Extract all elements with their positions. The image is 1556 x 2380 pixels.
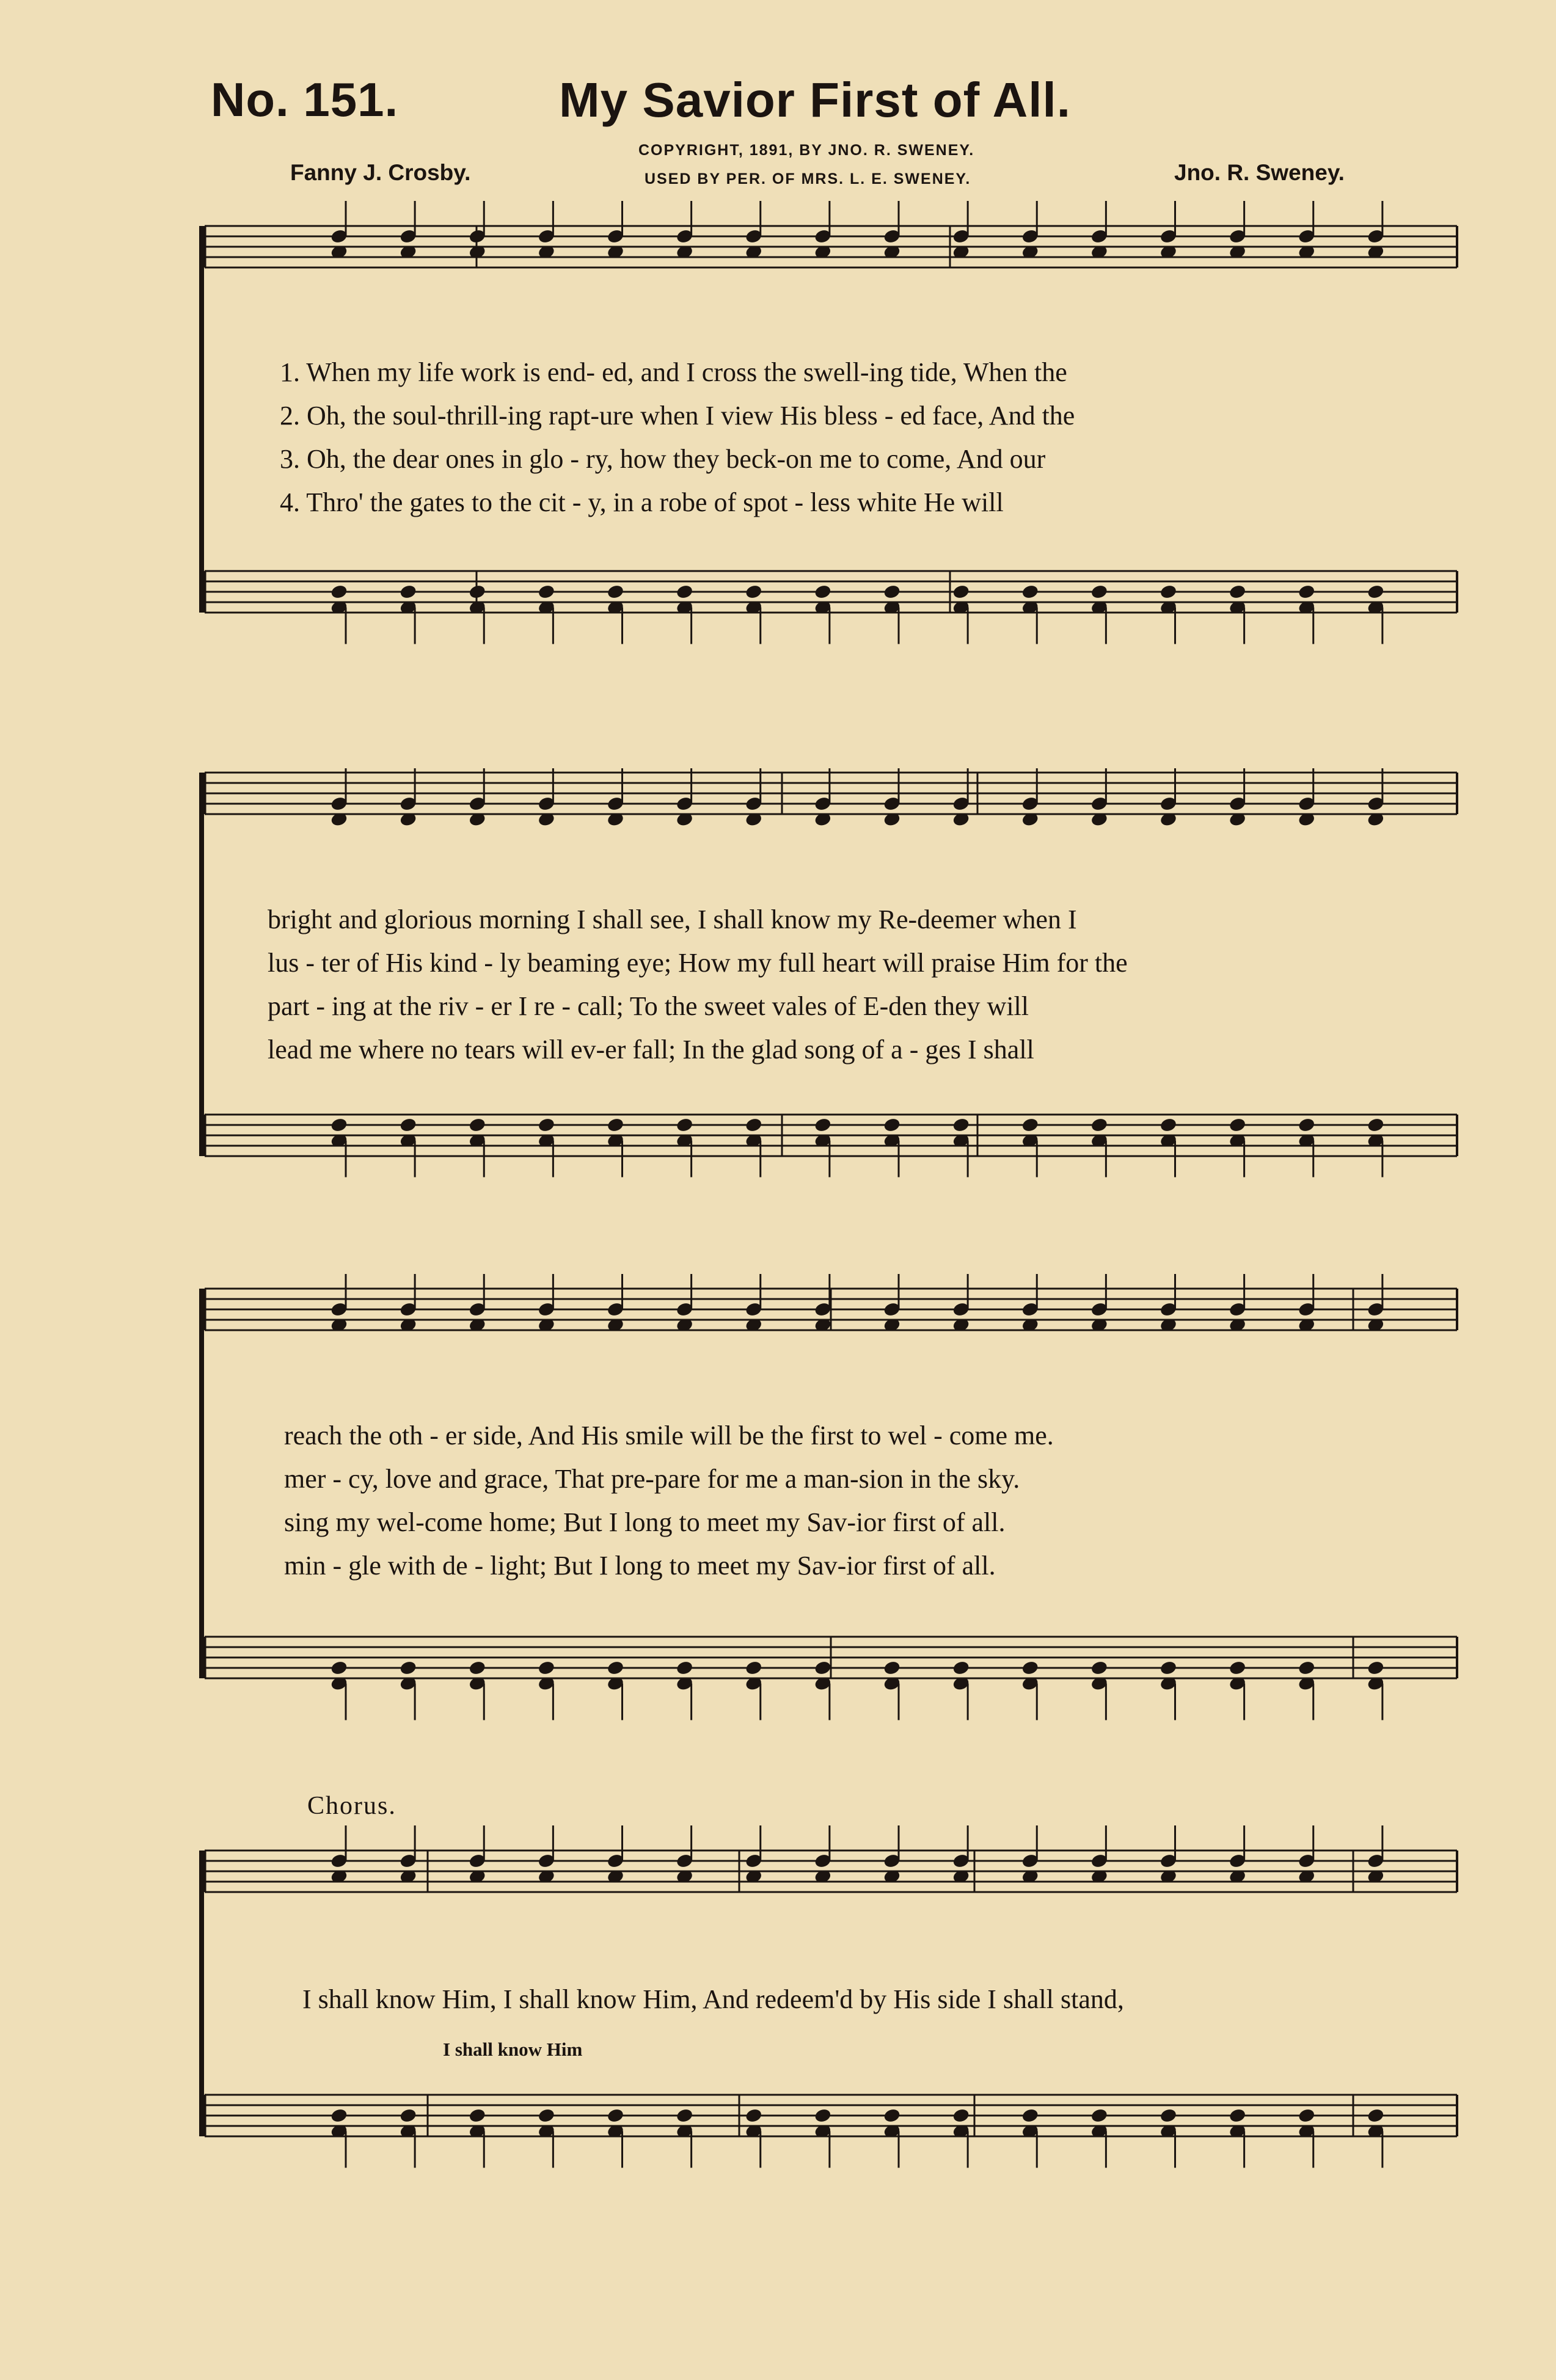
note-head [538, 1117, 555, 1132]
note-head [1367, 1117, 1385, 1132]
note-head [814, 1660, 832, 1675]
note-head [607, 584, 624, 599]
note-head [952, 1660, 970, 1675]
note-head [538, 1660, 555, 1675]
copyright-line-2: USED BY PER. OF MRS. L. E. SWENEY. [645, 170, 971, 187]
verse-line-3-2: mer - cy, love and grace, That pre-pare for me a man-sion in the sky. [284, 1464, 1020, 1494]
note-head [1367, 1660, 1385, 1675]
note-head [400, 1660, 417, 1675]
note-head [952, 1117, 970, 1132]
verse-line-2-3: part - ing at the riv - er I re - call; To the sweet vales of E-den they will [268, 991, 1029, 1021]
note-head [331, 1117, 348, 1132]
note-head [814, 1117, 832, 1132]
composer: Jno. R. Sweney. [1174, 160, 1345, 185]
note-head [676, 2108, 693, 2123]
note-head [676, 584, 693, 599]
note-head [400, 584, 417, 599]
note-head [331, 1660, 348, 1675]
note-head [952, 2108, 970, 2123]
note-head [607, 2108, 624, 2123]
note-head [814, 584, 832, 599]
note-head [469, 584, 486, 599]
verse-line-2-2: lus - ter of His kind - ly beaming eye; How my full heart will praise Him for the [268, 948, 1128, 978]
hymn-title: My Savior First of All. [559, 73, 1071, 127]
note-head [1021, 2108, 1039, 2123]
note-head [1090, 1660, 1108, 1675]
note-head [1298, 2108, 1315, 2123]
note-head [1229, 1117, 1246, 1132]
chorus-line: I shall know Him, I shall know Him, And redeem'd by His side I shall stand, [302, 1984, 1124, 2014]
note-head [469, 2108, 486, 2123]
note-head [1090, 584, 1108, 599]
note-head [745, 1660, 762, 1675]
note-head [1090, 2108, 1108, 2123]
verse-line-1-3: 3. Oh, the dear ones in glo - ry, how they beck-on me to come, And our [280, 444, 1046, 474]
note-head [331, 2108, 348, 2123]
note-head [883, 2108, 901, 2123]
note-head [1229, 2108, 1246, 2123]
note-head [745, 1117, 762, 1132]
note-head [607, 1660, 624, 1675]
note-head [1160, 1660, 1177, 1675]
note-head [1229, 584, 1246, 599]
note-head [814, 2108, 832, 2123]
note-head [676, 1660, 693, 1675]
note-head [745, 584, 762, 599]
note-head [538, 584, 555, 599]
note-head [1229, 1660, 1246, 1675]
verse-line-1-4: 4. Thro' the gates to the cit - y, in a robe of spot - less white He will [280, 487, 1004, 517]
note-head [469, 1660, 486, 1675]
bass-cue-label: I shall know Him [443, 2039, 583, 2060]
note-head [883, 1660, 901, 1675]
verse-line-2-4: lead me where no tears will ev-er fall; In the glad song of a - ges I shall [268, 1035, 1034, 1064]
note-head [1298, 1660, 1315, 1675]
chorus-label: Chorus. [307, 1792, 396, 1820]
note-head [538, 2108, 555, 2123]
note-head [400, 1117, 417, 1132]
verse-line-3-4: min - gle with de - light; But I long to meet my Sav-ior first of all. [284, 1551, 996, 1581]
note-head [883, 584, 901, 599]
note-head [676, 1117, 693, 1132]
note-head [469, 1117, 486, 1132]
note-head [952, 584, 970, 599]
verse-line-1-2: 2. Oh, the soul-thrill-ing rapt-ure when I view His bless - ed face, And the [280, 401, 1075, 431]
note-head [1090, 1117, 1108, 1132]
note-head [1021, 584, 1039, 599]
lyricist: Fanny J. Crosby. [290, 160, 471, 185]
verse-line-2-1: bright and glorious morning I shall see, I shall know my Re-deemer when I [268, 904, 1077, 934]
note-head [1298, 584, 1315, 599]
note-head [745, 2108, 762, 2123]
note-head [400, 2108, 417, 2123]
copyright-line-1: COPYRIGHT, 1891, BY JNO. R. SWENEY. [638, 142, 975, 159]
note-head [883, 1117, 901, 1132]
note-head [1021, 1117, 1039, 1132]
hymn-number: No. 151. [211, 73, 399, 126]
verse-line-3-1: reach the oth - er side, And His smile will be the first to wel - come me. [284, 1421, 1054, 1450]
note-head [1160, 1117, 1177, 1132]
verse-line-1-1: 1. When my life work is end- ed, and I cross the swell-ing tide, When the [280, 357, 1067, 387]
note-head [1160, 2108, 1177, 2123]
note-head [1298, 1117, 1315, 1132]
note-head [1367, 2108, 1385, 2123]
note-head [607, 1117, 624, 1132]
note-head [1021, 1660, 1039, 1675]
verse-line-3-3: sing my wel-come home; But I long to meet my Sav-ior first of all. [284, 1507, 1006, 1537]
note-head [1367, 584, 1385, 599]
note-head [331, 584, 348, 599]
note-head [1160, 584, 1177, 599]
